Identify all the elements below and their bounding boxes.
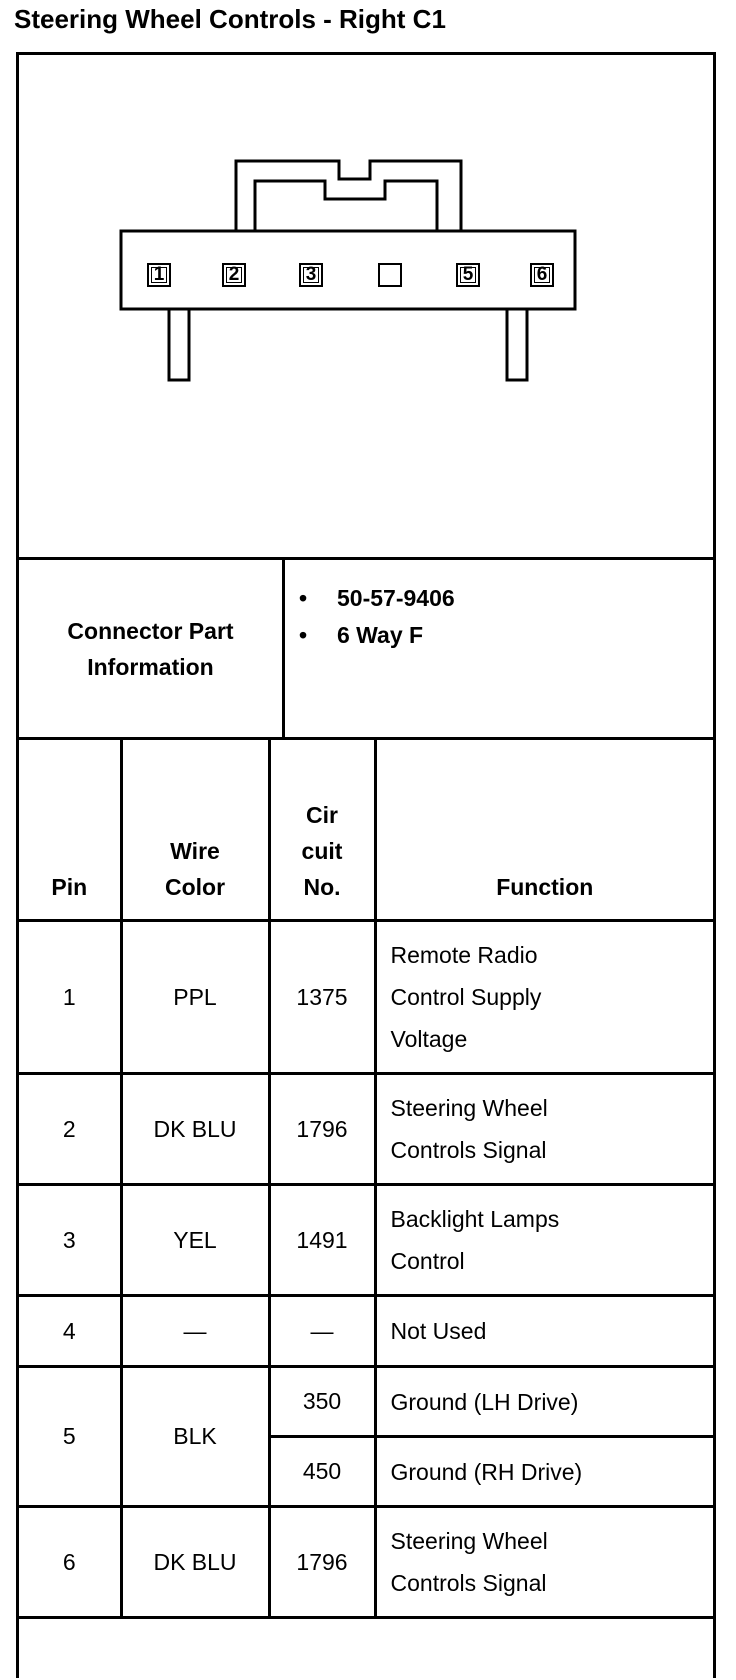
- function-cell: Ground (RH Drive): [375, 1437, 713, 1507]
- table-row: [19, 1367, 713, 1437]
- connector-outline: [19, 55, 713, 560]
- wire-color-cell: DK BLU: [121, 1507, 269, 1618]
- pin-cell: 4: [19, 1296, 121, 1367]
- pin-cavity-1: 1: [147, 263, 171, 287]
- circuit-cell: 1796: [269, 1074, 375, 1185]
- circuit-cell: 1375: [269, 921, 375, 1074]
- table-row: [19, 921, 713, 1074]
- pin-cavity-6: 6: [530, 263, 554, 287]
- pin-cavity-3: 3: [299, 263, 323, 287]
- function-cell: Not Used: [375, 1296, 713, 1367]
- pin-cell: 1: [19, 921, 121, 1074]
- function-cell: Remote Radio Control Supply Voltage: [375, 921, 713, 1074]
- header-function: Function: [375, 737, 713, 921]
- connector-part-info-label: Connector Part Information: [19, 560, 285, 737]
- wire-color-cell: PPL: [121, 921, 269, 1074]
- connector-right-leg: [507, 309, 527, 380]
- circuit-cell: 1491: [269, 1185, 375, 1296]
- connector-body: [121, 231, 575, 309]
- connector-latch-inner: [255, 181, 437, 231]
- pin-cavity-4: [378, 263, 402, 287]
- pin-cavity-5: 5: [456, 263, 480, 287]
- pin-cell: 2: [19, 1074, 121, 1185]
- circuit-cell: 450: [269, 1437, 375, 1507]
- circuit-cell: —: [269, 1296, 375, 1367]
- function-cell: Ground (LH Drive): [375, 1367, 713, 1437]
- page-title: Steering Wheel Controls - Right C1: [14, 4, 446, 34]
- wire-color-cell: —: [121, 1296, 269, 1367]
- table-row: [19, 1507, 713, 1618]
- wire-color-cell: DK BLU: [121, 1074, 269, 1185]
- table-row: [19, 1296, 713, 1367]
- circuit-cell: 1796: [269, 1507, 375, 1618]
- header-wire-color: Wire Color: [121, 737, 269, 921]
- circuit-cell: 350: [269, 1367, 375, 1437]
- table-row: [19, 1185, 713, 1296]
- connector-part-info: [19, 560, 713, 740]
- pin-cell: 3: [19, 1185, 121, 1296]
- function-cell: Steering Wheel Controls Signal: [375, 1074, 713, 1185]
- pin-cavity-2: 2: [222, 263, 246, 287]
- header-circuit-no: Cir cuit No.: [269, 737, 375, 921]
- pin-cell: 6: [19, 1507, 121, 1618]
- connector-diagram: [19, 55, 713, 560]
- pin-cell: 5: [19, 1367, 121, 1507]
- function-cell: Steering Wheel Controls Signal: [375, 1507, 713, 1618]
- connector-part-info-list: [299, 580, 455, 654]
- function-cell: Backlight Lamps Control: [375, 1185, 713, 1296]
- part-info-item: • 50-57-9406: [299, 585, 455, 611]
- header-pin: Pin: [19, 737, 121, 921]
- connector-left-leg: [169, 309, 189, 380]
- wire-color-cell: YEL: [121, 1185, 269, 1296]
- part-info-item: • 6 Way F: [299, 622, 424, 648]
- table-row: [19, 1074, 713, 1185]
- pinout-table: [19, 737, 713, 1619]
- wire-color-cell: BLK: [121, 1367, 269, 1507]
- connector-latch-outer: [236, 161, 461, 231]
- connector-sheet: [16, 52, 716, 1678]
